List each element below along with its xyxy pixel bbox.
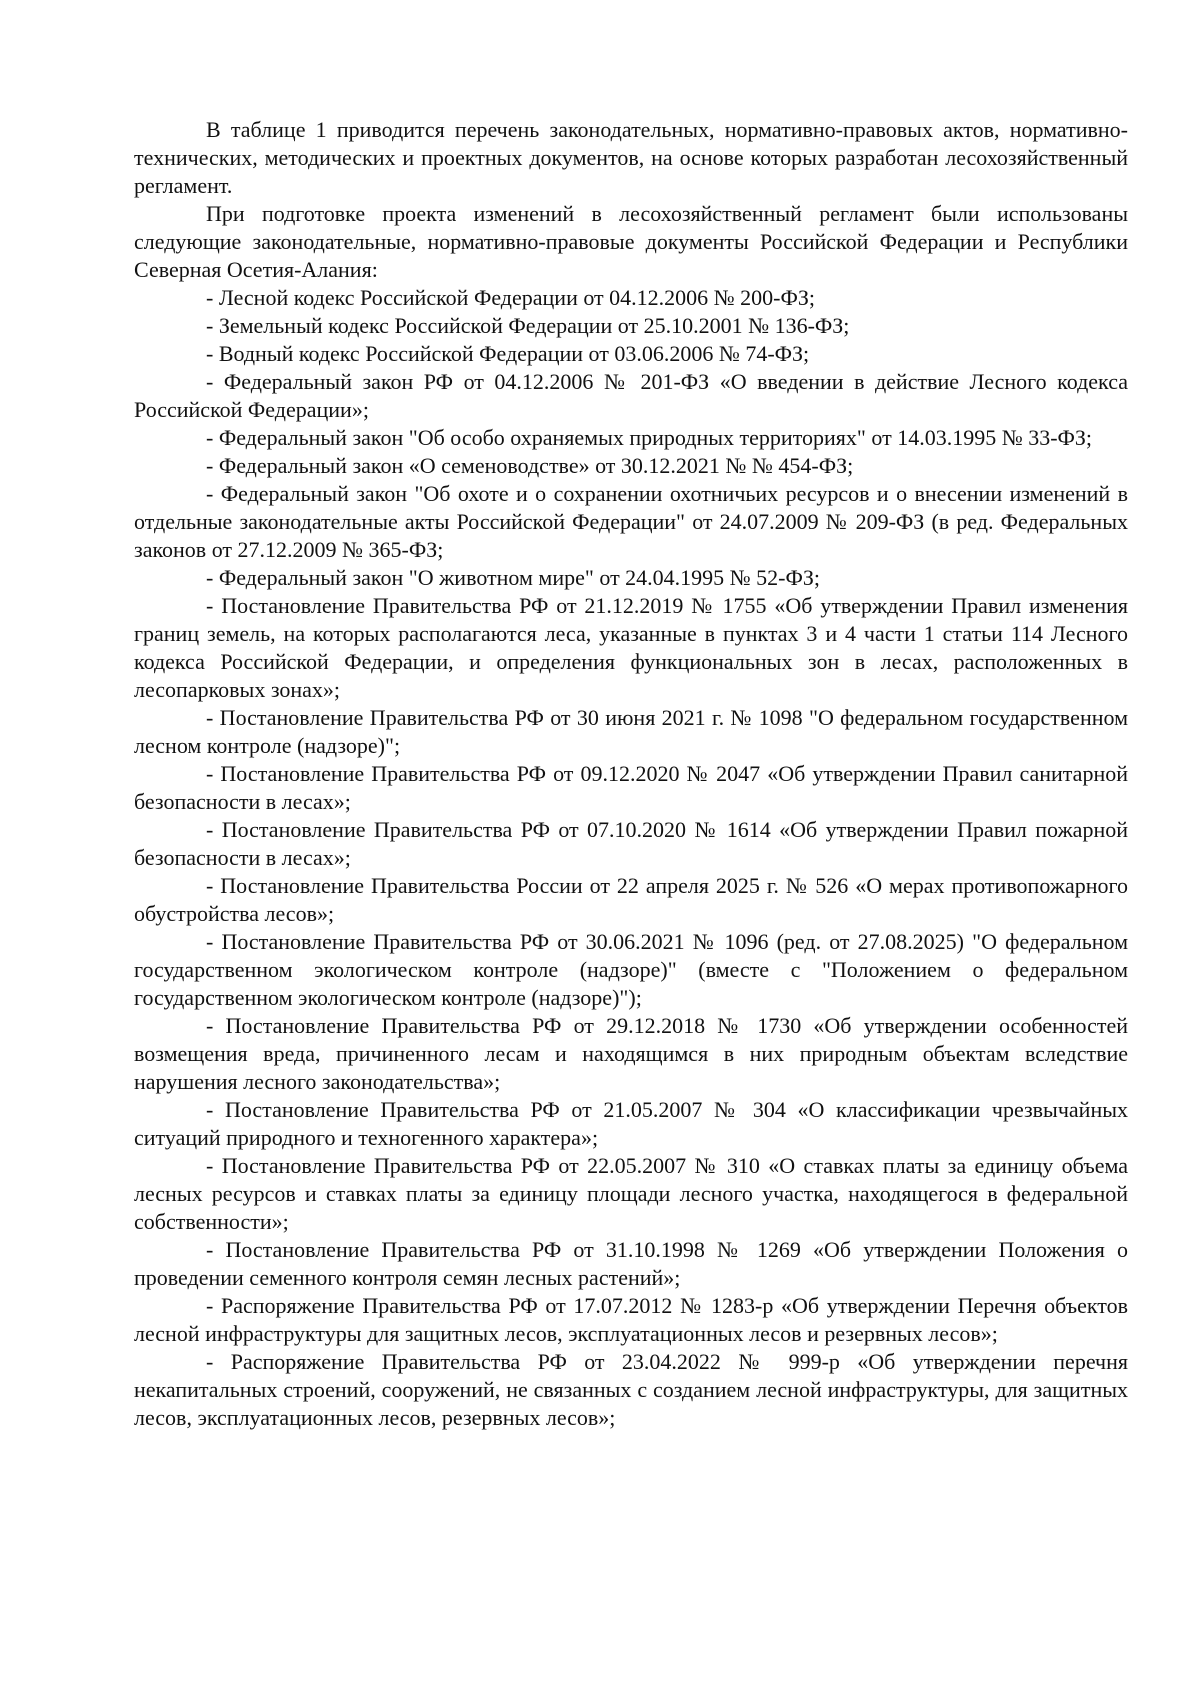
- intro-paragraph: В таблице 1 приводится перечень законодательных, нормативно-правовых актов, нормативно-технических, методических и проектных документов, на основе которых разработан лесохозяйственный регламент.: [134, 117, 1128, 198]
- list-item-resolution-1730: - Постановление Правительства РФ от 29.12.2018 № 1730 «Об утверждении особенностей возмещения вреда, причиненного лесам и находящимся в них природным объектам вследствие нарушения лесного законодательства»;: [134, 1013, 1128, 1094]
- documents-list-intro: При подготовке проекта изменений в лесохозяйственный регламент были использованы следующие законодательные, нормативно-правовые документы Российской Федерации и Республики Северная Осетия-Алания:: [134, 201, 1128, 282]
- list-item-resolution-1096: - Постановление Правительства РФ от 30.06.2021 № 1096 (ред. от 27.08.2025) "О федеральном государственном экологическом контроле (надзоре)" (вместе с "Положением о федеральном государственном экологическом контроле (надзоре)");: [134, 929, 1128, 1010]
- list-item-land-code: - Земельный кодекс Российской Федерации от 25.10.2001 № 136-ФЗ;: [206, 313, 850, 338]
- list-item-law-33: - Федеральный закон "Об особо охраняемых природных территориях" от 14.03.1995 № 33-ФЗ;: [206, 425, 1093, 450]
- list-item-water-code: - Водный кодекс Российской Федерации от 03.06.2006 № 74-ФЗ;: [206, 341, 810, 366]
- list-item-law-52: - Федеральный закон "О животном мире" от 24.04.1995 № 52-ФЗ;: [206, 565, 821, 590]
- list-item-resolution-2047: - Постановление Правительства РФ от 09.12.2020 № 2047 «Об утверждении Правил санитарной безопасности в лесах»;: [134, 761, 1128, 814]
- list-item-order-999-r: - Распоряжение Правительства РФ от 23.04.2022 № 999-р «Об утверждении перечня некапитальных строений, сооружений, не связанных с созданием лесной инфраструктуры, для защитных лесов, эксплуатационных лесов, резервных лесов»;: [134, 1349, 1128, 1430]
- list-item-resolution-1755: - Постановление Правительства РФ от 21.12.2019 № 1755 «Об утверждении Правил изменения границ земель, на которых располагаются леса, указанные в пунктах 3 и 4 части 1 статьи 114 Лесного кодекса Российской Федерации, и определения функциональных зон в лесах, расположенных в лесопарковых зонах»;: [134, 593, 1128, 702]
- list-item-resolution-1614: - Постановление Правительства РФ от 07.10.2020 № 1614 «Об утверждении Правил пожарной безопасности в лесах»;: [134, 817, 1128, 870]
- list-item-resolution-1269: - Постановление Правительства РФ от 31.10.1998 № 1269 «Об утверждении Положения о проведении семенного контроля семян лесных растений»;: [134, 1237, 1128, 1290]
- list-item-resolution-526: - Постановление Правительства России от 22 апреля 2025 г. № 526 «О мерах противопожарного обустройства лесов»;: [134, 873, 1128, 926]
- list-item-order-1283-r: - Распоряжение Правительства РФ от 17.07.2012 № 1283-р «Об утверждении Перечня объектов лесной инфраструктуры для защитных лесов, эксплуатационных лесов и резервных лесов»;: [134, 1293, 1128, 1346]
- document-page: [134, 116, 1128, 1432]
- list-item-forest-code: - Лесной кодекс Российской Федерации от 04.12.2006 № 200-ФЗ;: [206, 285, 815, 310]
- list-item-law-201: - Федеральный закон РФ от 04.12.2006 № 201-ФЗ «О введении в действие Лесного кодекса Российской Федерации»;: [134, 369, 1128, 422]
- list-item-law-454: - Федеральный закон «О семеноводстве» от 30.12.2021 № № 454-ФЗ;: [206, 453, 854, 478]
- list-item-resolution-304: - Постановление Правительства РФ от 21.05.2007 № 304 «О классификации чрезвычайных ситуаций природного и техногенного характера»;: [134, 1097, 1128, 1150]
- list-item-resolution-1098: - Постановление Правительства РФ от 30 июня 2021 г. № 1098 "О федеральном государственном лесном контроле (надзоре)";: [134, 705, 1128, 758]
- list-item-law-209: - Федеральный закон "Об охоте и о сохранении охотничьих ресурсов и о внесении изменений в отдельные законодательные акты Российской Федерации" от 24.07.2009 № 209-ФЗ (в ред. Федеральных законов от 27.12.2009 № 365-ФЗ;: [134, 481, 1128, 562]
- list-item-resolution-310: - Постановление Правительства РФ от 22.05.2007 № 310 «О ставках платы за единицу объема лесных ресурсов и ставках платы за единицу площади лесного участка, находящегося в федеральной собственности»;: [134, 1153, 1128, 1234]
